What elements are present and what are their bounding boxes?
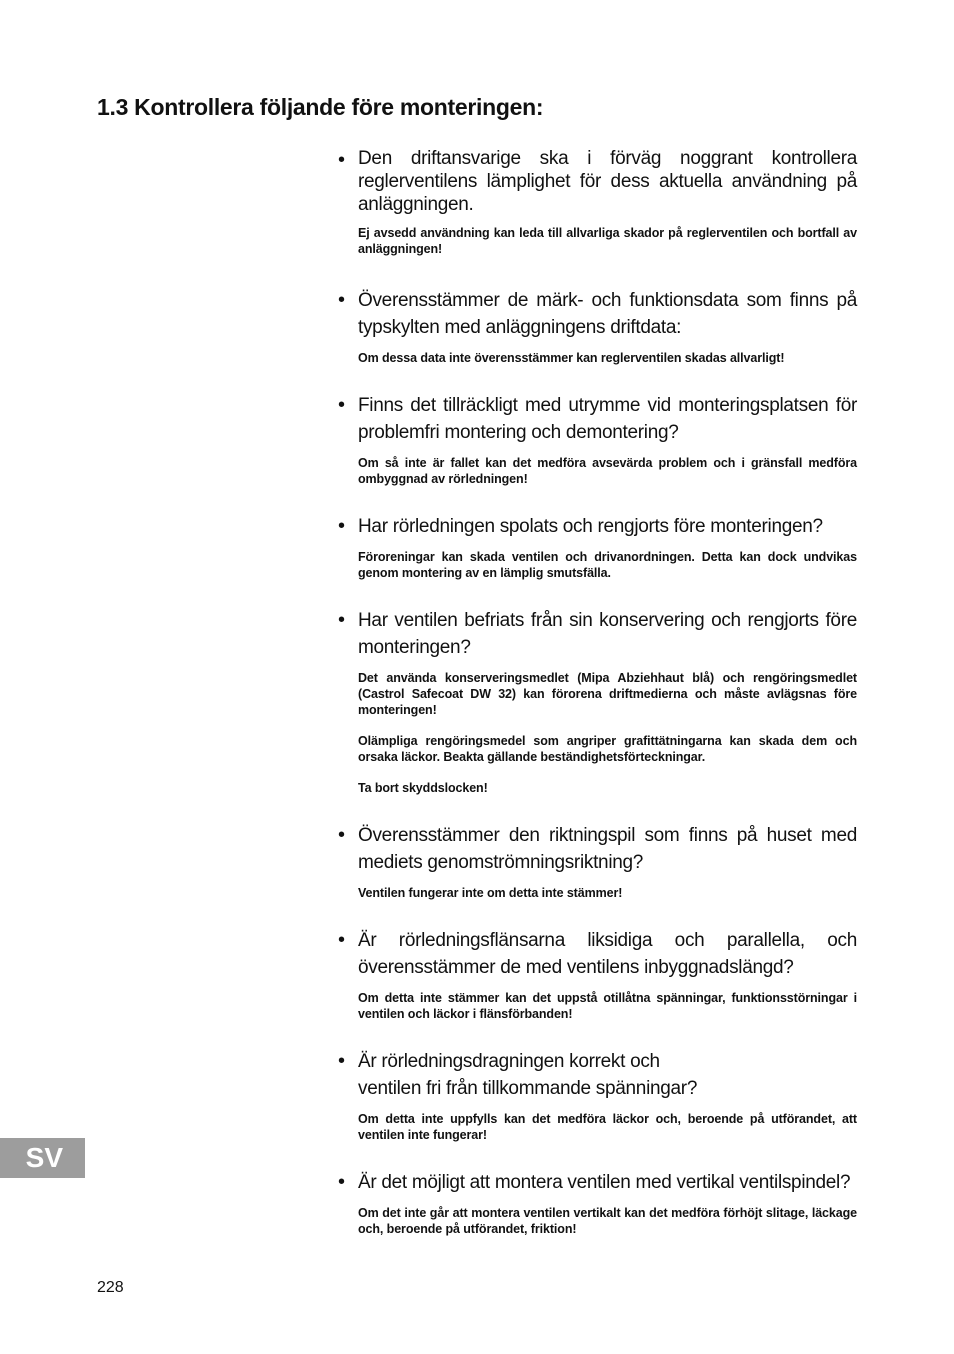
section-heading: 1.3 Kontrollera följande före monteringen: [97,94,544,120]
checklist-question [358,1048,857,1102]
checklist-note: Ventilen fungerar inte om detta inte stämmer! [358,886,623,900]
checklist-note: Om detta inte uppfylls kan det medföra läckor och, beroende på utförandet, att ventilen inte fungerar! [358,1112,857,1142]
checklist-item [338,1169,857,1237]
checklist-note: Om det inte går att montera ventilen vertikalt kan det medföra förhöjt slitage, läckage och, beroende på utförandet, friktion! [358,1206,857,1236]
checklist [338,147,857,1237]
checklist-note: Ej avsedd användning kan leda till allvarliga skador på reglerventilen och bortfall av anläggningen! [358,226,857,256]
bullet-icon: • [338,1050,346,1072]
question-line: Är rörledningsdragningen korrekt och [358,1051,660,1072]
checklist-item [338,287,857,366]
checklist-item [338,513,857,581]
checklist-question: Är det möjligt att montera ventilen med vertikal ventilspindel? [358,1172,851,1193]
checklist-item [338,607,857,796]
bullet-icon: • [338,609,346,631]
checklist-note: Ta bort skyddslocken! [358,781,488,795]
checklist-question: Överensstämmer den riktningspil som finns på huset med mediets genomströmningsriktning? [358,825,857,873]
page-number: 228 [97,1279,124,1296]
checklist-item [338,147,857,257]
checklist-question: Finns det tillräckligt med utrymme vid monteringsplatsen för problemfri montering och demontering? [358,395,857,443]
checklist-question: Har rörledningen spolats och rengjorts före monteringen? [358,516,823,537]
checklist-question: Överensstämmer de märk- och funktionsdata som finns på typskylten med anläggningens driftdata: [358,290,857,338]
checklist-item [338,927,857,1022]
checklist-item [338,392,857,487]
bullet-icon: • [338,289,346,311]
checklist-note: Det använda konserveringsmedlet (Mipa Abziehhaut blå) och rengöringsmedlet (Castrol Safecoat DW 32) kan förorena driftmedierna och måste avlägsnas före monteringen! [358,671,857,717]
checklist-note: Olämpliga rengöringsmedel som angriper grafittätningarna kan skada dem och orsaka läckor. Beakta gällande beständighetsförteckningar. [358,734,857,764]
checklist-question: Den driftansvarige ska i förväg noggrant kontrollera reglerventilens lämplighet för dess aktuella användning på anläggningen. [358,148,857,215]
bullet-icon: • [338,824,346,846]
checklist-question: Har ventilen befriats från sin konservering och rengjorts före monteringen? [358,610,857,658]
checklist-note: Om detta inte stämmer kan det uppstå otillåtna spänningar, funktionsstörningar i ventilen och läckor i flänsförbanden! [358,991,857,1021]
bullet-icon: • [338,515,346,537]
checklist-note: Föroreningar kan skada ventilen och drivanordningen. Detta kan dock undvikas genom montering av en lämplig smutsfälla. [358,550,857,580]
checklist-item [338,822,857,901]
checklist-note: Om dessa data inte överensstämmer kan reglerventilen skadas allvarligt! [358,351,785,365]
checklist-note: Om så inte är fallet kan det medföra avsevärda problem och i gränsfall medföra ombyggnad av rörledningen! [358,456,857,486]
checklist-question: Är rörledningsflänsarna liksidiga och parallella, och överensstämmer de med ventilens inbyggnadslängd? [358,930,857,978]
bullet-icon: • [338,929,346,951]
bullet-icon: • [338,149,346,171]
bullet-icon: • [338,394,346,416]
bullet-icon: • [338,1171,346,1193]
checklist-item [338,1048,857,1143]
question-line: ventilen fri från tillkommande spänningar? [358,1078,698,1099]
language-tab: SV [0,1138,85,1178]
